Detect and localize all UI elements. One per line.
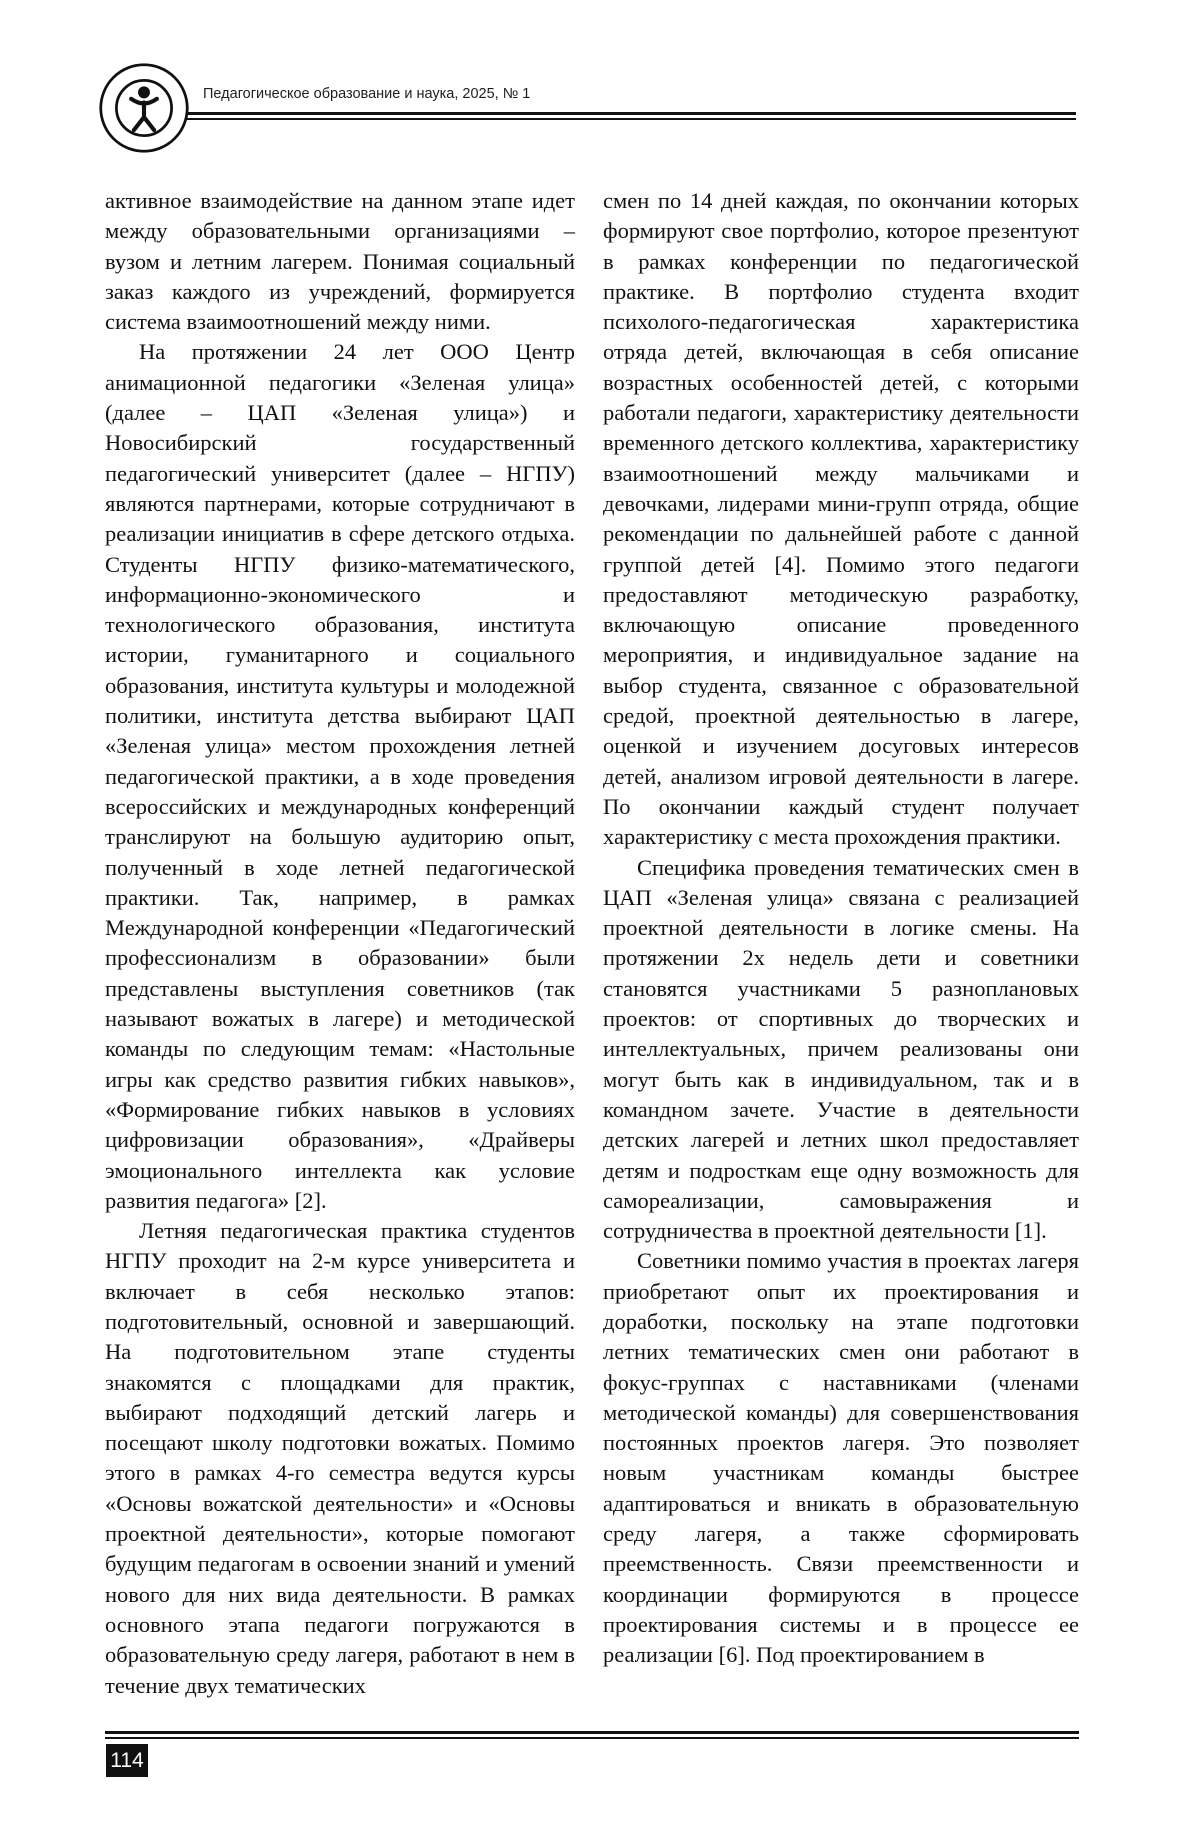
header-rule <box>186 112 1076 115</box>
page-number: 114 <box>106 1744 148 1777</box>
footer-rule-thin <box>105 1737 1079 1739</box>
paragraph: смен по 14 дней каждая, по окончании которых формируют свое портфолио, которое презентуют в рамках конференции по педагогической практике. В портфолио студента входит психолого-педагогическая характеристика отряда детей, включающая в себя описание возрастных особенностей детей, с которыми работали педагоги, характеристику деятельности временного детского коллектива, характеристику взаимоотношений между мальчиками и девочками, лидерами мини-групп отряда, общие рекомендации по дальнейшей работе с данной группой детей [4]. Помимо этого педагоги предоставляют методическую разработку, включающую описание проведенного мероприятия, и индивидуальное задание на выбор студента, связанное с образовательной средой, проектной деятельностью в лагере, оценкой и изучением досуговых интересов детей, анализом игровой деятельности в лагере. По окончании каждый студент получает характеристику с места прохождения практики. <box>603 188 1079 850</box>
left-column <box>105 186 575 1701</box>
journal-title: Педагогическое образование и наука, 2025, № 1 <box>203 86 531 102</box>
paragraph: Летняя педагогическая практика студентов НГПУ проходит на 2-м курсе университета и включает в себя несколько этапов: подготовительный, основной и завершающий. На подготовительном этапе студенты знакомятся с площадками для практик, выбирают подходящий детский лагерь и посещают школу подготовки вожатых. Помимо этого в рамках 4-го семестра ведутся курсы «Основы вожатской деятельности» и «Основы проектной деятельности», которые помогают будущим педагогам в освоении знаний и умений нового для них вида деятельности. В рамках основного этапа педагоги погружаются в образовательную среду лагеря, работают в нем в течение двух тематических <box>105 1218 575 1698</box>
journal-logo-icon <box>98 62 190 154</box>
paragraph: На протяжении 24 лет ООО Центр анимационной педагогики «Зеленая улица» (далее – ЦАП «Зеленая улица») и Новосибирский государственный педагогический университет (далее – НГПУ) являются партнерами, которые сотрудничают в реализации инициатив в сфере детского отдыха. Студенты НГПУ физико-математического, информационно-экономического и технологического образования, института истории, гуманитарного и социального образования, института культуры и молодежной политики, института детства выбирают ЦАП «Зеленая улица» местом прохождения летней педагогической практики, а в ходе проведения всероссийских и международных конференций транслируют на большую аудиторию опыт, полученный в ходе летней педагогической практики. Так, например, в рамках Международной конференции «Педагогический профессионализм в образовании» были представлены выступления советников (так называют вожатых в лагере) и методической команды по следующим темам: «Настольные игры как средство развития гибких навыков», «Формирование гибких навыков в условиях цифровизации образования», «Драйверы эмоционального интеллекта как условие развития педагога» [2]. <box>105 339 575 1213</box>
paragraph: Советники помимо участия в проектах лагеря приобретают опыт их проектирования и доработки, поскольку на этапе подготовки летних тематических смен они работают в фокус-группах с наставниками (членами методической команды) для совершенствования постоянных проектов лагеря. Это позволяет новым участникам команды быстрее адаптироваться и вникать в образовательную среду лагеря, а также сформировать преемственность. Связи преемственности и координации формируются в процессе проектирования системы и в процессе ее реализации [6]. Под проектированием в <box>603 1248 1079 1668</box>
header-rule-thin <box>186 118 1076 120</box>
footer-rule <box>105 1731 1079 1734</box>
paragraph: Специфика проведения тематических смен в ЦАП «Зеленая улица» связана с реализацией проектной деятельности в логике смены. На протяжении 2х недель дети и советники становятся участниками 5 разноплановых проектов: от спортивных до творческих и интеллектуальных, причем реализованы они могут быть как в индивидуальном, так и в командном зачете. Участие в деятельности детских лагерей и летних школ предоставляет детям и подросткам еще одну возможность для самореализации, самовыражения и сотрудничества в проектной деятельности [1]. <box>603 854 1079 1244</box>
right-column <box>603 186 1079 1671</box>
paragraph: активное взаимодействие на данном этапе идет между образовательными организациями – вузом и летним лагерем. Понимая социальный заказ каждого из учреждений, формируется система взаимоотношений между ними. <box>105 188 575 335</box>
